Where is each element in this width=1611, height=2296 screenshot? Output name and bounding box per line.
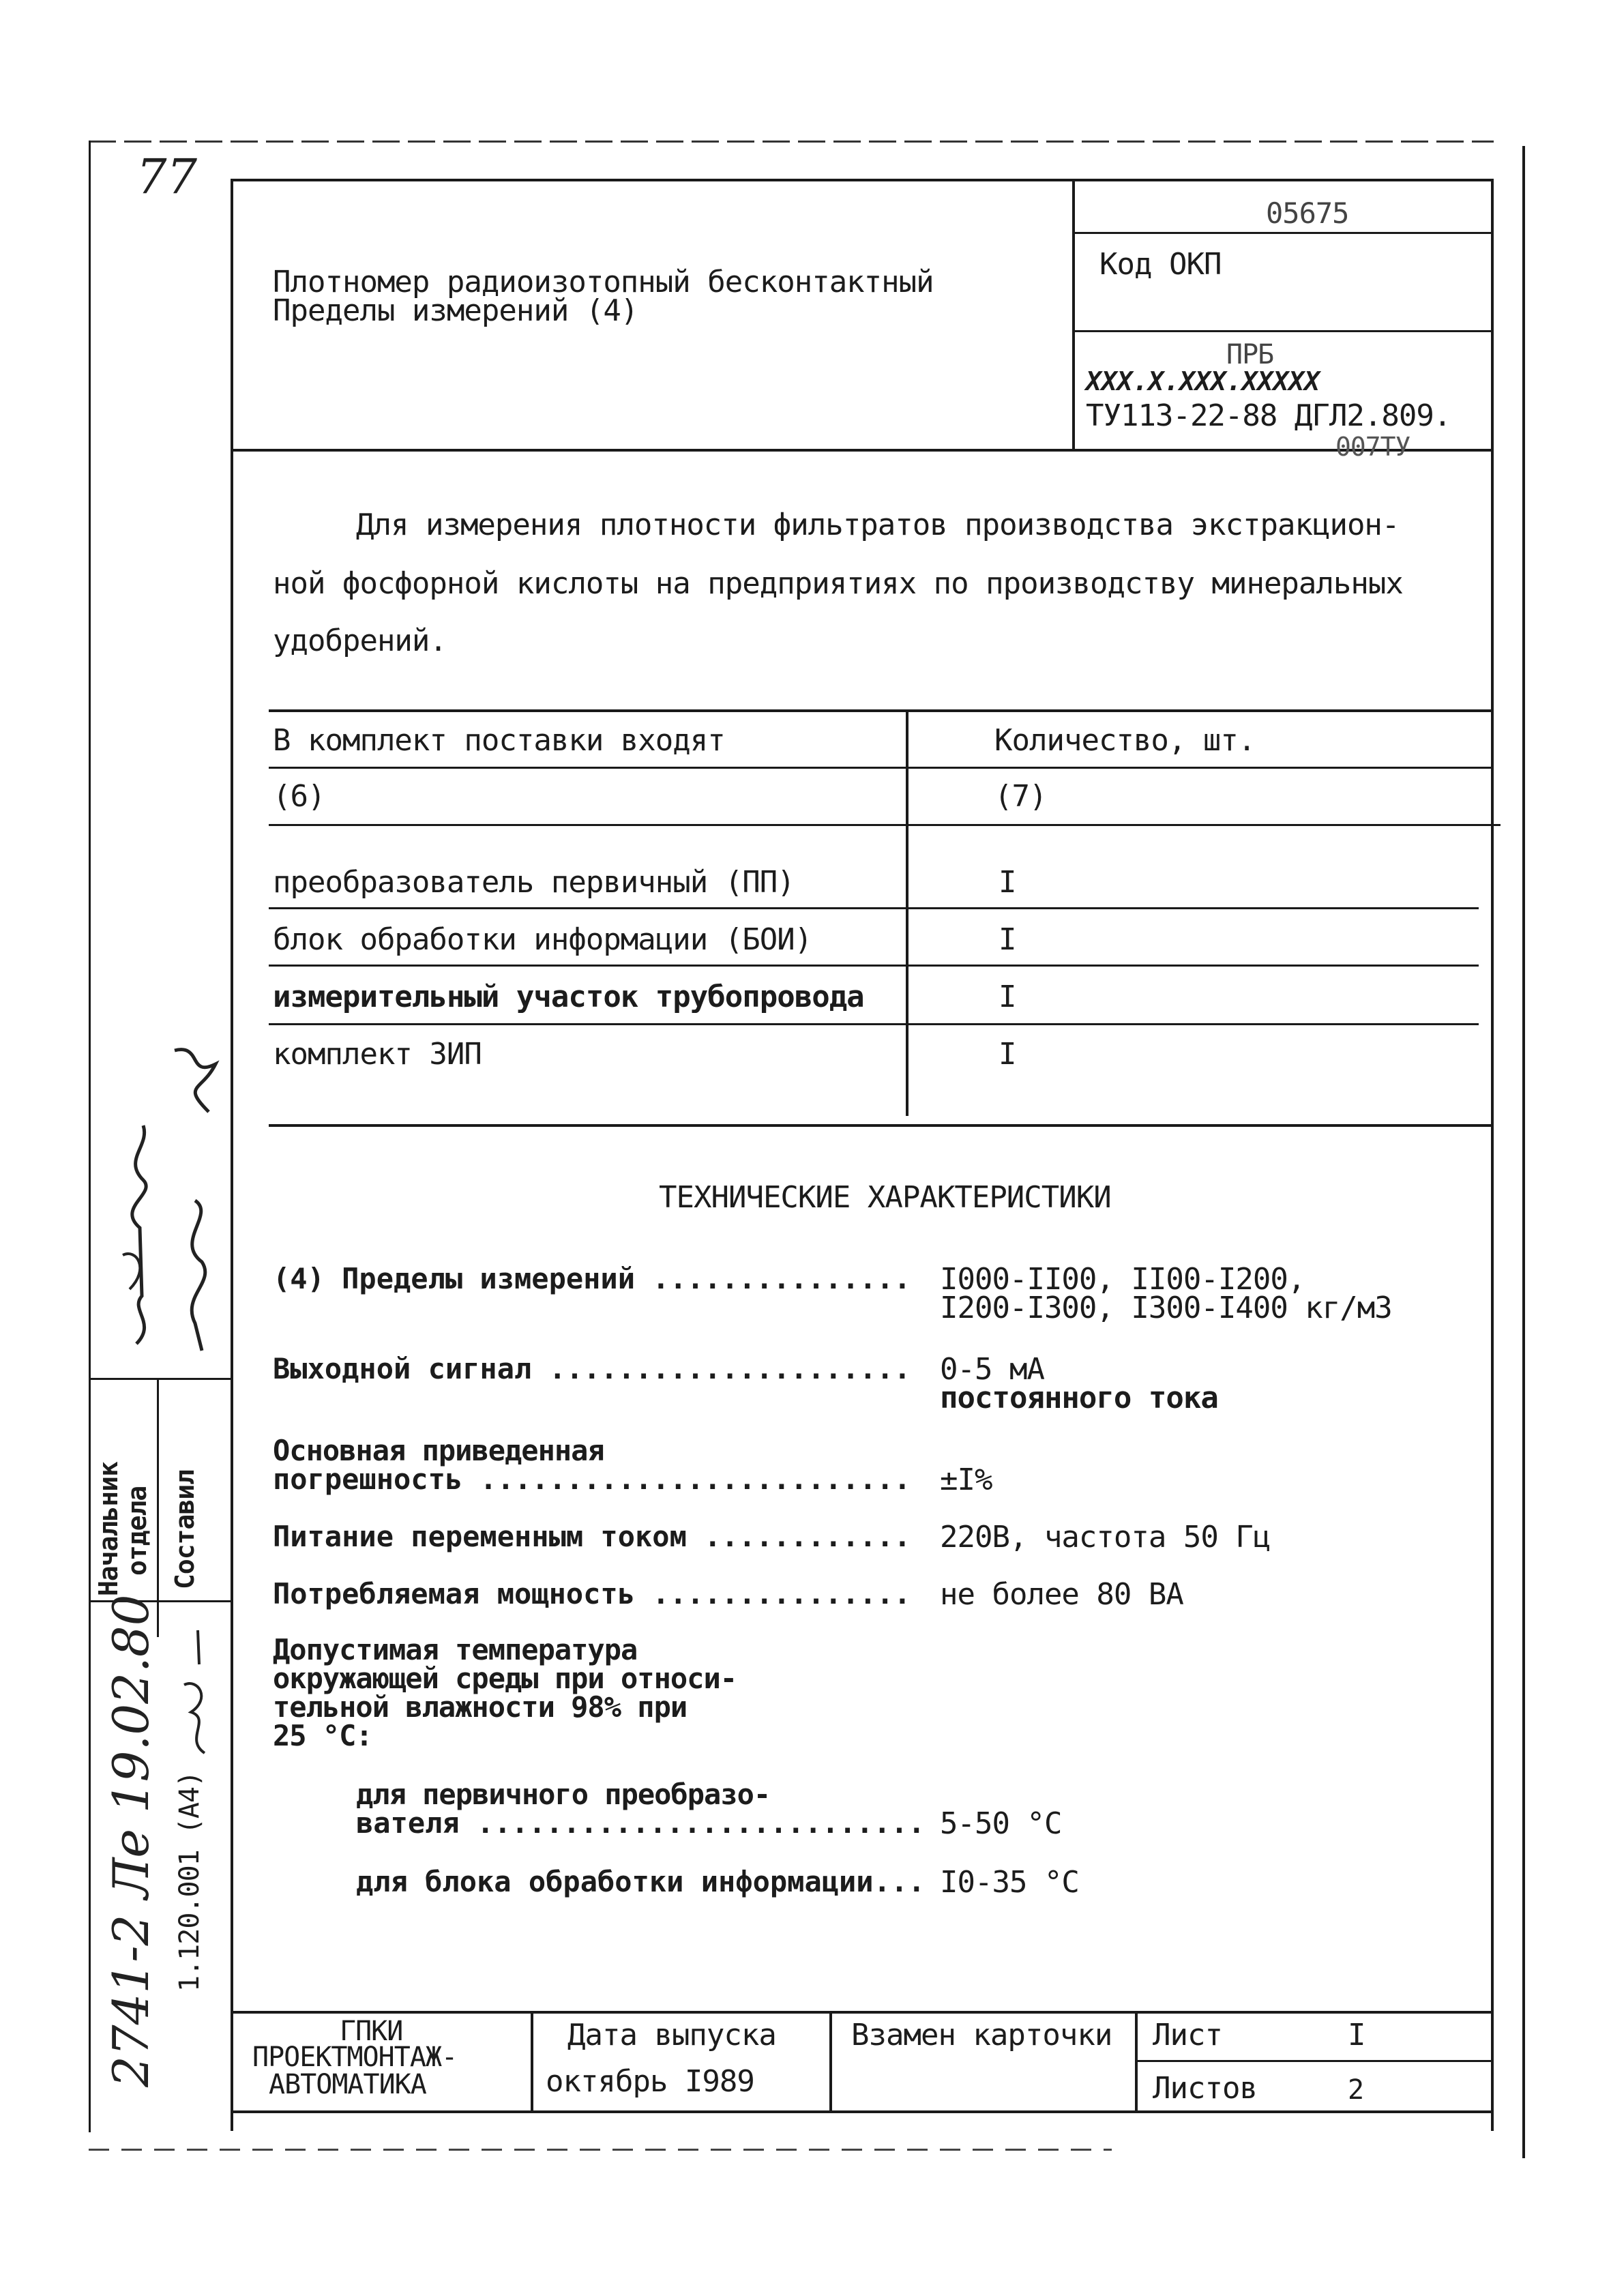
code-number: 05675 <box>1266 196 1349 230</box>
footer-divider-2 <box>829 2011 832 2112</box>
tu-number: ТУ113-22-88 ДГЛ2.809. <box>1086 398 1451 433</box>
frame-left <box>231 179 233 2131</box>
spec-temp-label-4: 25 °С: <box>273 1719 372 1752</box>
kit-table-top <box>269 709 1491 712</box>
kit-row-qty: I <box>999 922 1016 957</box>
spec-temp-primary-label-2: вателя .......................... <box>356 1806 926 1840</box>
frame-top <box>231 179 1494 181</box>
spec-range-value-2: I200-I300, I300-I400 кг/м3 <box>940 1291 1392 1325</box>
kit-row-item: блок обработки информации (БОИ) <box>273 922 812 957</box>
footer-org-line-2: ПРОЕКТМОНТАЖ- <box>252 2042 458 2073</box>
handwritten-registration: 2741-2 Ле 19.02.80 <box>102 1594 160 2087</box>
right-page-border <box>1522 146 1525 2158</box>
footer-issue-label: Дата выпуска <box>567 2018 776 2052</box>
product-title: Плотномер радиоизотопный бесконтактный <box>273 265 934 299</box>
spec-temp-label-1: Допустимая температура <box>273 1633 638 1666</box>
intro-line-1: Для измерения плотности фильтратов производства экстракцион- <box>356 507 1400 542</box>
spec-temp-label-2: окружающей среды при относи- <box>273 1662 737 1695</box>
okp-box-bottom <box>1075 330 1491 332</box>
footer-sheets-label: Листов <box>1153 2071 1257 2106</box>
footer-org-line-1: ГПКИ <box>340 2016 403 2047</box>
specs-heading: ТЕХНИЧЕСКИЕ ХАРАКТЕРИСТИКИ <box>659 1180 1111 1215</box>
spec-temp-primary-label-1: для первичного преобразо- <box>356 1778 771 1811</box>
frame-right <box>1491 179 1494 2131</box>
kit-table-bottom <box>269 1124 1491 1127</box>
footer-sheet-label: Лист <box>1153 2018 1222 2052</box>
kit-row-2-bottom <box>269 965 1479 967</box>
kit-row-qty: I <box>999 980 1016 1014</box>
kit-row-item: измерительный участок трубопровода <box>273 980 864 1014</box>
kit-col-ref-qty: (7) <box>994 779 1047 814</box>
kit-col-ref-items: (6) <box>273 779 325 814</box>
kit-row-item: комплект ЗИП <box>273 1037 482 1072</box>
footer-top <box>231 2011 1494 2014</box>
top-dashed-border <box>89 141 1494 143</box>
page-number: 77 <box>136 149 198 205</box>
struck-code: XXX.X.XXX.XXXXX <box>1086 366 1320 396</box>
okp-box-top <box>1075 232 1491 234</box>
bottom-dashed-border <box>89 2149 1112 2151</box>
tu-suffix: 007ТУ <box>1335 432 1410 462</box>
side-head-label-2: отдела <box>122 1486 152 1576</box>
kit-row-qty: I <box>999 1037 1016 1072</box>
prb-label: ПРБ <box>1226 339 1274 370</box>
signature-date-mark <box>171 1623 225 1760</box>
signature-head <box>102 1119 171 1364</box>
intro-line-3: удобрений. <box>273 623 447 658</box>
kit-row-item: преобразователь первичный (ПП) <box>273 865 795 900</box>
footer-issue-value: октябрь I989 <box>546 2064 754 2099</box>
spec-error-value: ±I% <box>940 1462 992 1497</box>
footer-sheet-value: I <box>1348 2018 1365 2052</box>
spec-output-value-2: постоянного тока <box>940 1381 1218 1415</box>
spec-range-label: (4) Пределы измерений ............... <box>273 1262 911 1295</box>
spec-temp-label-3: тельной влажности 98% при <box>273 1690 688 1724</box>
kit-table-header-bottom <box>269 767 1491 769</box>
side-compiler-label: Составил <box>170 1469 200 1589</box>
footer-sheet-split <box>1136 2060 1492 2062</box>
kit-row-1-bottom <box>269 907 1479 909</box>
spec-temp-block-value: I0-35 °С <box>940 1865 1079 1900</box>
spec-consumption-label: Потребляемая мощность ............... <box>273 1577 911 1610</box>
spec-temp-primary-value: 5-50 °С <box>940 1806 1062 1841</box>
kit-col-header-items: В комплект поставки входят <box>273 723 725 758</box>
spec-output-value-1: 0-5 мА <box>940 1352 1044 1387</box>
spec-error-label-2: погрешность ......................... <box>273 1462 911 1496</box>
side-head-label-1: Начальник <box>93 1462 123 1596</box>
signature-compiler <box>161 1037 229 1364</box>
spec-power-label: Питание переменным током ............ <box>273 1520 911 1553</box>
kit-row-3-bottom <box>269 1023 1479 1025</box>
intro-line-2: ной фосфорной кислоты на предприятиях по производству минеральных <box>273 566 1403 601</box>
footer-org-line-3: АВТОМАТИКА <box>269 2069 426 2100</box>
header-bottom-line <box>231 449 1494 452</box>
footer-divider-1 <box>531 2011 533 2112</box>
header-divider <box>1072 179 1075 450</box>
measurement-range-title: Пределы измерений (4) <box>273 293 638 328</box>
kit-table-divider <box>906 709 908 1116</box>
side-column-top <box>90 1378 231 1380</box>
footer-sheets-value: 2 <box>1348 2074 1364 2106</box>
spec-error-label-1: Основная приведенная <box>273 1434 604 1467</box>
spec-temp-block-label: для блока обработки информации... <box>356 1865 926 1898</box>
spec-range-value-1: I000-II00, II00-I200, <box>940 1262 1305 1297</box>
footer-replaces-label: Взамен карточки <box>851 2018 1112 2052</box>
okp-label: Код ОКП <box>1099 247 1222 282</box>
footer-bottom <box>231 2110 1494 2113</box>
kit-col-header-qty: Количество, шт. <box>994 723 1256 758</box>
kit-row-qty: I <box>999 865 1016 900</box>
kit-table-ref-bottom <box>269 824 1501 826</box>
spec-consumption-value: не более 80 ВА <box>940 1577 1183 1612</box>
side-format-label: 1.120.001 (А4) <box>174 1771 205 1992</box>
spec-power-value: 220В, частота 50 Гц <box>940 1520 1271 1555</box>
spec-output-label: Выходной сигнал ..................... <box>273 1352 911 1385</box>
left-page-border <box>89 141 91 2132</box>
